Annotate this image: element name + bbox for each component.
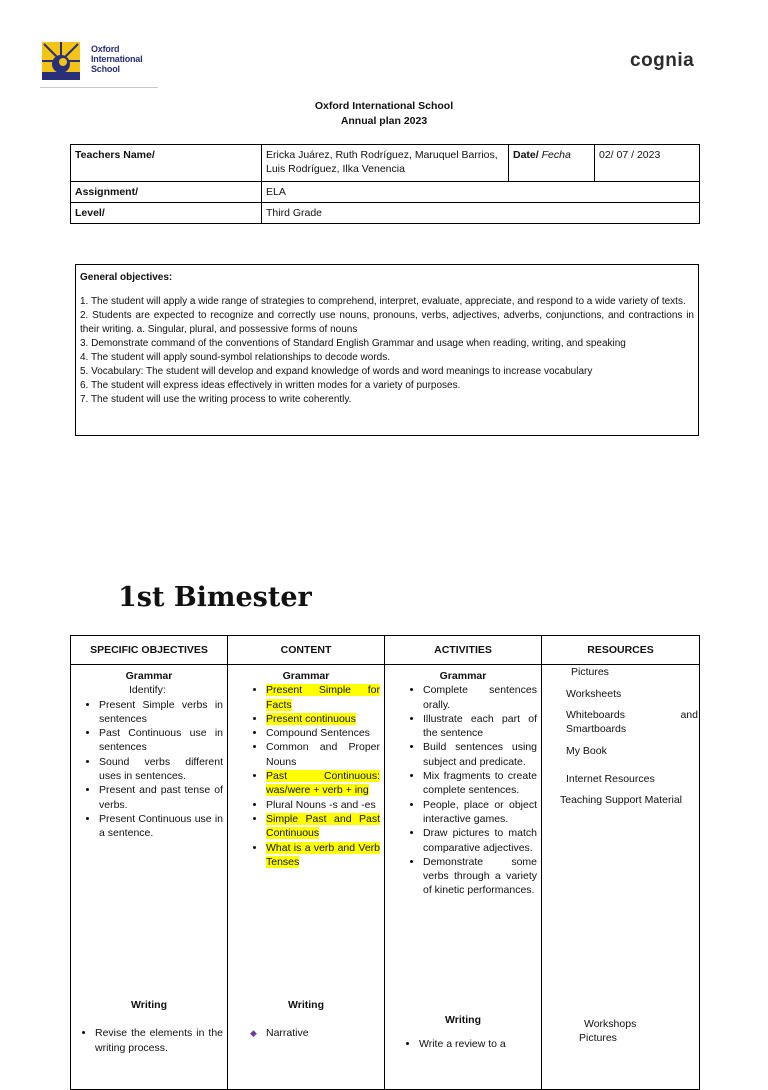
header-resources: RESOURCES	[542, 636, 700, 665]
objectives-heading: General objectives:	[80, 272, 173, 283]
plan-table	[70, 635, 700, 1090]
list-item: • Complete sentences orally.	[423, 683, 537, 712]
list-item: • Illustrate each part of the sentence	[423, 712, 537, 741]
list-item: • Present and past tense of verbs.	[99, 783, 223, 812]
objective-item: 1. The student will apply a wide range of strategies to comprehend, interpret, evaluate, appreciate, and respond to a wide variety of texts.	[80, 296, 686, 307]
content-writing-list	[228, 1026, 384, 1040]
activities-writing-list	[385, 1037, 541, 1051]
list-item: • Sound verbs different uses in sentences.	[99, 755, 223, 784]
general-objectives-box	[75, 264, 699, 436]
specific-writing-heading: Writing	[131, 999, 167, 1011]
list-item: • People, place or object interactive games.	[423, 798, 537, 827]
specific-grammar-heading: Grammar	[125, 670, 173, 682]
school-logo-emblem-icon	[42, 42, 90, 82]
plan-body-row	[71, 665, 700, 1090]
identify-label: Identify:	[129, 684, 166, 697]
highlighted-text: Present Simple for Facts	[266, 684, 380, 711]
highlighted-text: What is a verb and Verb Tenses	[266, 841, 380, 868]
assignment-label: Assignment/	[71, 182, 262, 203]
list-item	[266, 712, 380, 726]
list-item: • Compound Sentences	[266, 726, 380, 740]
list-item: • Demonstrate some verbs through a variety of kinetic performances.	[423, 855, 537, 898]
activities-grammar-list	[389, 683, 537, 897]
highlighted-text: Present continuous	[266, 712, 356, 725]
level-label: Level/	[71, 203, 262, 224]
list-item: • Build sentences using subject and predicate.	[423, 740, 537, 769]
list-item: • Draw pictures to match comparative adjectives.	[423, 826, 537, 855]
resources-cell	[542, 665, 700, 1090]
header-specific-objectives: SPECIFIC OBJECTIVES	[71, 636, 228, 665]
objective-item: 4. The student will apply sound-symbol relationships to decode words.	[80, 352, 390, 363]
list-item: • Plural Nouns -s and -es	[266, 798, 380, 812]
content-grammar-heading: Grammar	[282, 670, 330, 682]
resource-item: Teaching Support Material	[560, 794, 682, 806]
objective-item: 5. Vocabulary: The student will develop and expand knowledge of words and word meanings to increase vocabulary	[80, 366, 593, 377]
assignment-value: ELA	[262, 182, 700, 203]
info-table	[70, 144, 700, 224]
resource-item: My Book	[566, 745, 607, 757]
header-divider	[40, 87, 158, 88]
objective-item: 3. Demonstrate command of the conventions of Standard English Grammar and usage when reading, writing, and speaking	[80, 338, 626, 349]
specific-objectives-cell	[71, 665, 228, 1090]
highlighted-text: Past Continuous: was/were + verb + ing	[266, 770, 380, 797]
list-item: • Past Continuous use in sentences	[99, 726, 223, 755]
list-item	[266, 769, 380, 798]
header-content: CONTENT	[228, 636, 385, 665]
content-cell	[228, 665, 385, 1090]
plan-header-row	[71, 636, 700, 665]
activities-cell	[385, 665, 542, 1090]
list-item	[266, 683, 380, 712]
teachers-row	[71, 145, 700, 182]
date-label: Date/	[513, 149, 539, 161]
plan-title: Annual plan 2023	[340, 115, 428, 127]
content-writing-heading: Writing	[288, 999, 324, 1011]
date-value: 02/ 07 / 2023	[595, 145, 700, 182]
school-name: Oxford International School	[314, 100, 454, 112]
list-item: • Present Continuous use in a sentence.	[99, 812, 223, 841]
highlighted-text: Simple Past and Past Continuous	[266, 812, 380, 840]
date-label-es: Fecha	[541, 149, 571, 161]
assignment-row	[71, 182, 700, 203]
resource-item: Whiteboards and Smartboards	[566, 709, 698, 735]
date-label-cell	[509, 145, 595, 182]
logo-line-2: International	[91, 54, 143, 64]
teachers-label: Teachers Name/	[71, 145, 262, 182]
objective-item: 7. The student will use the writing process to write coherently.	[80, 394, 352, 405]
activities-grammar-heading: Grammar	[439, 670, 487, 682]
level-row	[71, 203, 700, 224]
list-item	[266, 812, 380, 841]
list-item: • Present Simple verbs in sentences	[99, 698, 223, 727]
level-value: Third Grade	[262, 203, 700, 224]
list-item: • Revise the elements in the writing process.	[95, 1026, 223, 1055]
objective-item: 2. Students are expected to recognize and correctly use nouns, pronouns, verbs, adjectives, adverbs, conjunctions, and contractions in their writing. a. Singular, plural, and possessive forms of nouns	[80, 310, 694, 335]
cognia-logo: cognia	[630, 50, 695, 71]
teachers-value: Ericka Juárez, Ruth Rodríguez, Maruquel Barrios, Luis Rodríguez, Ilka Venencia	[262, 145, 509, 182]
resource-item: Workshops	[584, 1018, 637, 1030]
list-item: • Common and Proper Nouns	[266, 740, 380, 769]
resource-item: Pictures	[579, 1032, 617, 1044]
header-activities: ACTIVITIES	[385, 636, 542, 665]
objective-item: 6. The student will express ideas effectively in written modes for a variety of purposes.	[80, 380, 461, 391]
logo-line-3: School	[91, 64, 120, 74]
list-item: • Write a review to a	[419, 1037, 537, 1051]
logo-line-1: Oxford	[91, 44, 120, 54]
list-item	[266, 841, 380, 870]
specific-writing-list	[71, 1026, 227, 1055]
list-item: • Mix fragments to create complete sentences.	[423, 769, 537, 798]
content-grammar-list	[232, 683, 380, 869]
specific-grammar-list	[75, 698, 223, 841]
school-logo	[40, 40, 160, 88]
resource-item: Worksheets	[566, 688, 622, 700]
resource-item: Internet Resources	[566, 773, 655, 785]
list-item: ◆ Narrative	[266, 1026, 384, 1040]
activities-writing-heading: Writing	[445, 1014, 481, 1026]
resource-item: Pictures	[571, 666, 609, 678]
bimester-title: 1st Bimester	[118, 582, 312, 613]
